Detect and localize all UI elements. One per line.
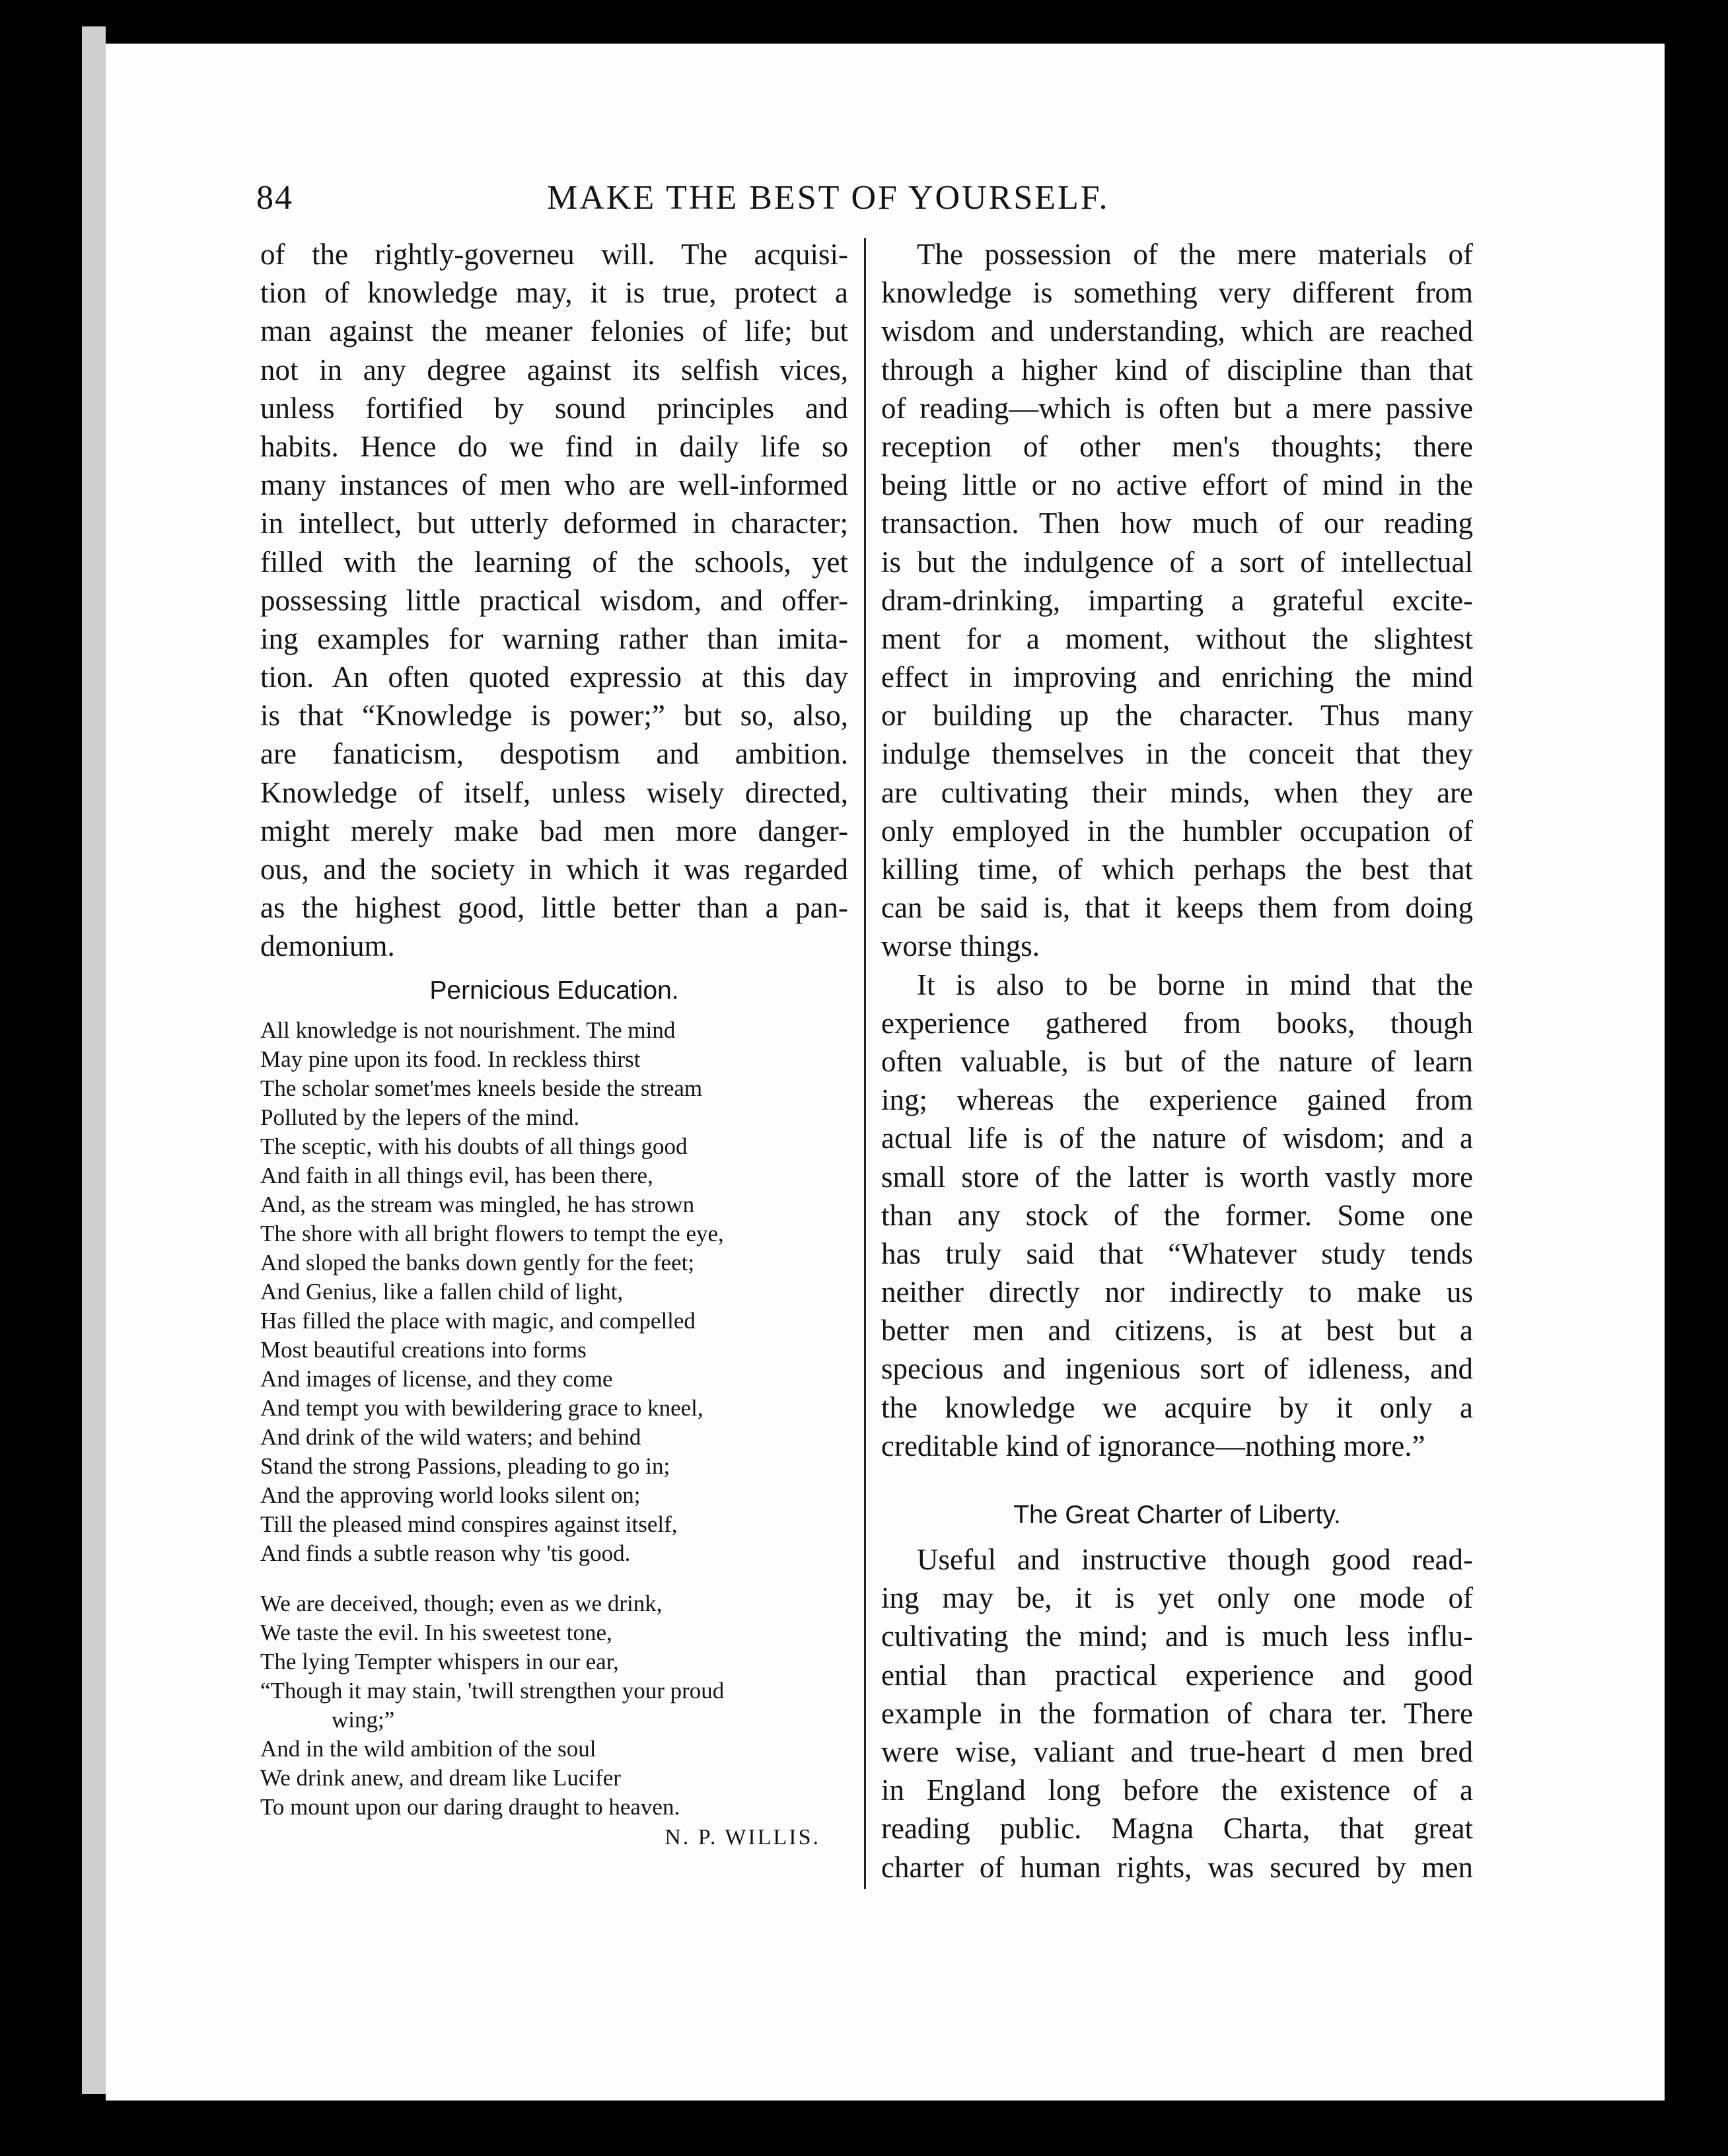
text-line: are fanaticism, despotism and ambition. [260, 737, 848, 771]
text-line: in intellect, but utterly deformed in character; [260, 507, 848, 540]
page-number: 84 [256, 179, 293, 217]
spacer [881, 1465, 1473, 1490]
text-line: ing may be, it is yet only one mode of [881, 1581, 1473, 1615]
poem-line: May pine upon its food. In reckless thirst [260, 1046, 641, 1072]
text-line: possessing little practical wisdom, and offer- [260, 583, 848, 617]
text-line: through a higher kind of discipline than that [881, 353, 1473, 386]
text-line: demonium. [260, 929, 395, 963]
text-line: dram-drinking, imparting a grateful excite- [881, 583, 1473, 617]
text-line: reception of other men's thoughts; there [881, 429, 1473, 463]
text-line: were wise, valiant and true-heart d men bred [881, 1735, 1473, 1768]
text-line: only employed in the humbler occupation of [881, 814, 1473, 847]
poem-line: And faith in all things evil, has been there, [260, 1162, 653, 1188]
stanza-gap [260, 1568, 848, 1589]
text-line: better men and citizens, is at best but a [881, 1314, 1473, 1348]
text-line: ing; whereas the experience gained from [881, 1083, 1473, 1117]
text-line: in England long before the existence of a [881, 1774, 1473, 1807]
poem-line: wing;” [332, 1706, 395, 1733]
text-line: tion of knowledge may, it is true, protect a [260, 276, 848, 310]
text-line: has truly said that “Whatever study tends [881, 1237, 1473, 1270]
text-line: small store of the latter is worth vastly more [881, 1160, 1473, 1194]
text-line: It is also to be borne in mind that the [917, 968, 1473, 1001]
text-line: Knowledge of itself, unless wisely directed, [260, 775, 848, 809]
text-line: of reading—which is often but a mere passive [881, 391, 1473, 425]
text-line: as the highest good, little better than a pan- [260, 891, 848, 925]
poem-line: We taste the evil. In his sweetest tone, [260, 1619, 612, 1645]
poem [260, 1016, 848, 1853]
text-line: actual life is of the nature of wisdom; and a [881, 1122, 1473, 1155]
poem-line: And sloped the banks down gently for the feet; [260, 1249, 695, 1276]
poem-line: “Though it may stain, 'twill strengthen your proud [260, 1677, 725, 1704]
text-line: is but the indulgence of a sort of intellectual [881, 545, 1473, 579]
poem-line: And images of license, and they come [260, 1365, 613, 1392]
poem-line: To mount upon our daring draught to heaven. [260, 1793, 680, 1820]
poem-line: And tempt you with bewildering grace to kneel, [260, 1394, 703, 1421]
text-line: reading public. Magna Charta, that great [881, 1812, 1473, 1846]
right-column [881, 235, 1473, 1886]
poem-line: Stand the strong Passions, pleading to go in; [260, 1453, 670, 1479]
right-paragraph-3 [881, 1540, 1473, 1886]
text-line: often valuable, is but of the nature of learn [881, 1044, 1473, 1078]
text-line: being little or no active effort of mind in the [881, 468, 1473, 502]
poem-line: And, as the stream was mingled, he has strown [260, 1191, 695, 1217]
section-heading-great-charter: The Great Charter of Liberty. [1013, 1501, 1341, 1529]
text-line: than any stock of the former. Some one [881, 1198, 1473, 1232]
text-line: the knowledge we acquire by it only a [881, 1390, 1473, 1424]
poem-line: And the approving world looks silent on; [260, 1482, 641, 1508]
poem-line: We are deceived, though; even as we drink, [260, 1590, 663, 1616]
text-line: specious and ingenious sort of idleness, and [881, 1352, 1473, 1386]
scan-border-top [0, 0, 1728, 44]
text-line: ous, and the society in which it was regarded [260, 853, 848, 886]
poem-attribution: N. P. WILLIS. [665, 1824, 820, 1850]
poem-line: The sceptic, with his doubts of all things good [260, 1133, 688, 1159]
text-line: might merely make bad men more danger- [260, 814, 848, 847]
scan-border-bottom [0, 2101, 1728, 2156]
text-line: filled with the learning of the schools, yet [260, 545, 848, 579]
text-line: indulge themselves in the conceit that they [881, 737, 1473, 771]
text-line: The possession of the mere materials of [917, 238, 1473, 271]
text-line: is that “Knowledge is power;” but so, also, [260, 699, 848, 733]
poem-line: And in the wild ambition of the soul [260, 1735, 596, 1762]
text-line: Useful and instructive though good read- [917, 1543, 1473, 1576]
text-line: of the rightly-governeu will. The acquisi- [260, 238, 848, 271]
text-line: effect in improving and enriching the mind [881, 661, 1473, 694]
text-line: habits. Hence do we find in daily life so [260, 429, 848, 463]
text-line: worse things. [881, 929, 1040, 963]
text-line: knowledge is something very different from [881, 276, 1473, 310]
left-paragraph [260, 235, 848, 966]
text-line: creditable kind of ignorance—nothing more.” [881, 1429, 1425, 1462]
left-column [260, 235, 848, 1853]
text-line: experience gathered from books, though [881, 1006, 1473, 1040]
text-line: example in the formation of chara ter. There [881, 1696, 1473, 1730]
right-paragraph-1 [881, 235, 1473, 966]
column-rule [864, 238, 866, 1889]
running-head: MAKE THE BEST OF YOURSELF. [547, 179, 1110, 217]
poem-line: The lying Tempter whispers in our ear, [260, 1648, 619, 1674]
poem-line: The scholar somet'mes kneels beside the stream [260, 1075, 703, 1101]
page-header [256, 178, 1157, 225]
scan-border-right [1665, 0, 1728, 2156]
text-line: charter of human rights, was secured by men [881, 1850, 1473, 1884]
poem-line: Most beautiful creations into forms [260, 1336, 587, 1363]
text-line: are cultivating their minds, when they are [881, 775, 1473, 809]
text-line: not in any degree against its selfish vices, [260, 353, 848, 386]
text-line: ing examples for warning rather than imita- [260, 622, 848, 655]
poem-line: And finds a subtle reason why 'tis good. [260, 1540, 631, 1566]
section-heading-pernicious-education: Pernicious Education. [429, 976, 679, 1005]
text-line: ential than practical experience and good [881, 1658, 1473, 1692]
poem-line: And Genius, like a fallen child of light, [260, 1278, 624, 1305]
poem-line: Polluted by the lepers of the mind. [260, 1104, 580, 1130]
text-line: killing time, of which perhaps the best that [881, 853, 1473, 886]
poem-line: Till the pleased mind conspires against itself, [260, 1511, 678, 1537]
text-line: wisdom and understanding, which are reached [881, 314, 1473, 348]
text-line: ment for a moment, without the slightest [881, 622, 1473, 655]
text-line: transaction. Then how much of our reading [881, 507, 1473, 540]
poem-line: All knowledge is not nourishment. The mind [260, 1017, 676, 1043]
text-line: man against the meaner felonies of life; but [260, 314, 848, 348]
scan-border-left [0, 0, 106, 2156]
text-line: can be said is, that it keeps them from doing [881, 891, 1473, 925]
text-line: or building up the character. Thus many [881, 699, 1473, 733]
poem-line: And drink of the wild waters; and behind [260, 1423, 641, 1450]
poem-line: The shore with all bright flowers to tempt the eye, [260, 1220, 724, 1246]
text-line: neither directly nor indirectly to make us [881, 1276, 1473, 1309]
poem-line: We drink anew, and dream like Lucifer [260, 1764, 621, 1791]
text-line: unless fortified by sound principles and [260, 391, 848, 425]
text-line: tion. An often quoted expressio at this day [260, 661, 848, 694]
poem-line: Has filled the place with magic, and compelled [260, 1307, 696, 1334]
text-line: many instances of men who are well-informed [260, 468, 848, 502]
right-paragraph-2 [881, 966, 1473, 1465]
text-line: cultivating the mind; and is much less influ- [881, 1620, 1473, 1653]
